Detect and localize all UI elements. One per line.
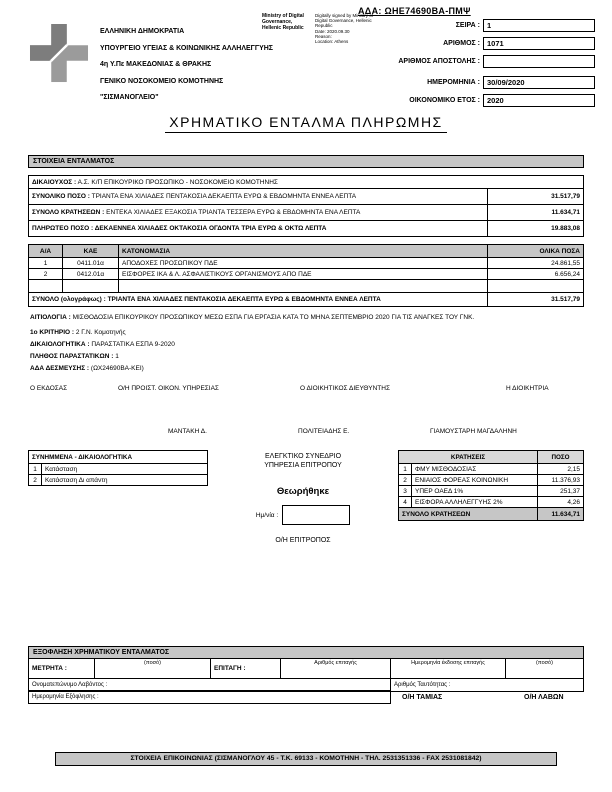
document-title [0, 114, 612, 130]
attachment-row [29, 475, 208, 486]
deductions-total-label: ΣΥΝΟΛΟ ΚΡΑΤΗΣΕΩΝ [399, 508, 538, 521]
sig-title-admin-director: Ο ΔΙΟΙΚΗΤΙΚΟΣ ΔΙΕΥΘΥΝΤΗΣ [300, 385, 390, 392]
field-imerominia-label: ΗΜΕΡΟΜΗΝΙΑ : [427, 79, 480, 86]
kae-row-amount: 24.861,55 [488, 258, 584, 269]
ada-code: ΑΔΑ: ΩΗΕ74690ΒΑ-ΠΜΨ [358, 6, 471, 16]
cash-label: ΜΕΤΡΗΤΑ : [29, 659, 95, 679]
court-title: ΕΛΕΓΚΤΙΚΟ ΣΥΝΕΔΡΙΟ [264, 453, 342, 460]
deduction-name: ΥΠΕΡ ΟΑΕΔ 1% [412, 486, 538, 497]
deductions-table [398, 450, 584, 521]
field-imerominia [338, 76, 595, 89]
kae-header-amount: ΟΛΙΚΑ ΠΟΣΑ [488, 245, 584, 258]
stamp-detail-line: Digitally signed by Ministry of [315, 13, 374, 18]
section-entalma-header: ΣΤΟΙΧΕΙΑ ΕΝΤΑΛΜΑΤΟΣ [28, 155, 584, 168]
field-oikonomiko-etos-value: 2020 [483, 94, 595, 107]
dikaiologitika-label: ΔΙΚΑΙΟΛΟΓΗΤΙΚΑ : [30, 341, 90, 348]
kae-total-amount: 31.517,79 [488, 293, 584, 307]
field-seira-label: ΣΕΙΡΑ : [455, 22, 480, 29]
cheque-label: ΕΠΙΤΑΓΗ : [211, 659, 281, 679]
ada-desmeysis-value: (ΩΧ24690ΒΑ-ΚΕΙ) [90, 365, 144, 372]
stamp-detail-line: Reason: [315, 33, 332, 39]
org-line-hospital: ΓΕΝΙΚΟ ΝΟΣΟΚΟΜΕΙΟ ΚΟΜΟΤΗΝΗΣ [100, 77, 224, 85]
deduction-name: ΕΝΙΑΙΟΣ ΦΟΡΕΑΣ ΚΟΙΝΩΝΙΚΗ [412, 475, 538, 486]
attachment-num: 2 [29, 475, 42, 486]
deduction-name: ΕΙΣΦΟΡΑ ΑΛΛΗΛΕΓΓΥΗΣ 2% [412, 497, 538, 508]
org-line-hospital-name: "ΣΙΣΜΑΝΟΓΛΕΙΟ" [100, 94, 159, 101]
kae-row-aa: 2 [29, 269, 63, 280]
field-oikonomiko-etos [338, 94, 595, 107]
cash-amount-cell: (ποσό) [95, 659, 211, 679]
sig-title-issuer: Ο ΕΚΔΟΣΑΣ [30, 385, 68, 392]
deduction-row [399, 497, 584, 508]
cross-icon [28, 22, 90, 84]
kae-empty-cell [119, 280, 488, 293]
total-amount-words-cell [29, 189, 488, 205]
attachment-text: Κατάσταση Δι απάντη [42, 475, 208, 486]
sig-title-governor: Η ΔΙΟΙΚΗΤΡΙΑ [506, 385, 549, 392]
field-seira-value: 1 [483, 19, 595, 32]
field-seira [338, 19, 595, 32]
kae-row [29, 269, 584, 280]
field-arithmos-apostolis-value [483, 55, 595, 68]
section-payment-header: ΕΞΟΦΛΗΣΗ ΧΡΗΜΑΤΙΚΟΥ ΕΝΤΑΛΜΑΤΟΣ [28, 646, 584, 659]
plithos-value: 1 [115, 353, 119, 360]
court-audit-block [212, 452, 394, 544]
org-line-republic: ΕΛΛΗΝΙΚΗ ΔΗΜΟΚΡΑΤΙΑ [100, 28, 185, 35]
amounts-table [28, 175, 584, 237]
field-arithmos-value: 1071 [483, 37, 595, 50]
attachments-title: ΣΥΝΗΜΜΕΝΑ - ΔΙΚΑΙΟΛΟΓΗΤΙΚΑ [29, 451, 208, 464]
attachments-header-row [29, 451, 208, 464]
deductions-total-row [399, 508, 584, 521]
payable-amount-label: ΠΛΗΡΩΤΕΟ ΠΟΣΟ : [32, 225, 94, 232]
sig-name-politeiadis: ΠΟΛΙΤΕΙΑΔΗΣ Ε. [298, 428, 350, 435]
kae-row-name: ΑΠΟΔΟΧΕΣ ΠΡΟΣΩΠΙΚΟΥ ΠΔΕ [119, 258, 488, 269]
recipient-name-cell: Ονοματεπώνυμο Λαβόντος : [29, 679, 391, 692]
kae-row-code: 0412.01α [63, 269, 119, 280]
kae-table [28, 244, 584, 307]
deduction-row [399, 464, 584, 475]
deduction-num: 3 [399, 486, 412, 497]
recipient-label: Ο/Η ΛΑΒΩΝ [524, 694, 564, 701]
kae-empty-cell [488, 280, 584, 293]
approval-date-row [212, 505, 394, 525]
payable-amount-value: 19.883,08 [487, 221, 583, 237]
kae-empty-cell [63, 280, 119, 293]
deductions-header-amount: ΠΟΣΟ [538, 451, 584, 464]
kae-empty-cell [29, 280, 63, 293]
sig-name-mantaki: ΜΑΝΤΑΚΗ Δ. [168, 428, 207, 435]
aitiologia-label: ΑΙΤΙΟΛΟΓΙΑ : [30, 314, 71, 321]
stamp-issuer: Ministry of Digital Governance, Hellenic Republic [262, 13, 304, 31]
approval-date-label: Ημ/νία : [255, 511, 279, 519]
kae-row-amount: 6.656,24 [488, 269, 584, 280]
org-line-ministry: ΥΠΟΥΡΓΕΙΟ ΥΓΕΙΑΣ & ΚΟΙΝΩΝΙΚΗΣ ΑΛΛΗΛΕΓΓΥΗΣ [100, 44, 274, 52]
stamp-detail-line: Digital Governance, Hellenic [315, 18, 372, 24]
kae-row-name: ΕΙΣΦΟΡΕΣ ΙΚΑ & Λ. ΑΣΦΑΛΙΣΤΙΚΟΥΣ ΟΡΓΑΝΙΣΜΟΥΣ ΑΠΟ ΠΔΕ [119, 269, 488, 280]
deductions-amount-value: 11.634,71 [487, 205, 583, 221]
field-oikonomiko-etos-label: ΟΙΚΟΝΟΜΙΚΟ ΕΤΟΣ : [409, 97, 480, 104]
attachments-table [28, 450, 208, 486]
hospital-cross-logo [28, 22, 90, 84]
deductions-header-name: ΚΡΑΤΗΣΕΙΣ [399, 451, 538, 464]
deductions-amount-row [29, 205, 584, 221]
ada-desmeysis-line [30, 363, 586, 375]
ada-desmeysis-label: ΑΔΑ ΔΕΣΜΕΥΣΗΣ : [30, 365, 90, 372]
kae-row [29, 258, 584, 269]
deduction-num: 1 [399, 464, 412, 475]
header-reference-fields [338, 19, 595, 112]
kae-total-row [29, 293, 584, 307]
field-arithmos-label: ΑΡΙΘΜΟΣ : [443, 40, 480, 47]
kae-total-words-cell [29, 293, 488, 307]
kae-empty-row [29, 280, 584, 293]
deductions-header-row [399, 451, 584, 464]
dikaiologitika-value: ΠΑΡΑΣΤΑΤΙΚΑ ΕΣΠΑ 9-2020 [91, 341, 175, 348]
beneficiary-cell [29, 176, 584, 189]
deductions-amount-label: ΣΥΝΟΛΟ ΚΡΑΤΗΣΕΩΝ : [32, 209, 105, 216]
beneficiary-value: Α.Σ. Κ/Π ΕΠΙΚΟΥΡΙΚΟ ΠΡΟΣΩΠΙΚΟ - ΝΟΣΟΚΟΜΕΙΟ ΚΟΜΟΤΗΝΗΣ [77, 178, 278, 186]
deduction-num: 2 [399, 475, 412, 486]
kritirio-line [30, 327, 586, 339]
dikaiologitika-line [30, 339, 586, 351]
attachment-num: 1 [29, 464, 42, 475]
deduction-row [399, 475, 584, 486]
kae-header-name: ΚΑΤΟΝΟΜΑΣΙΑ [119, 245, 488, 258]
id-number-cell: Αριθμός Ταυτότητας : [391, 679, 584, 692]
total-amount-value: 31.517,79 [487, 189, 583, 205]
field-imerominia-value: 30/09/2020 [483, 76, 595, 89]
cheque-date-cell: Ημερομηνία έκδοσης επιταγής [391, 659, 506, 679]
deduction-amount: 11.376,93 [538, 475, 584, 486]
stamp-detail-line: Date: 2020.09.30 [315, 28, 350, 34]
kae-header-row [29, 245, 584, 258]
total-amount-label: ΣΥΝΟΛΙΚΟ ΠΟΣΟ : [32, 193, 90, 200]
court-subtitle: ΥΠΗΡΕΣΙΑ ΕΠΙΤΡΟΠΟΥ [264, 462, 342, 469]
deduction-num: 4 [399, 497, 412, 508]
deduction-amount: 4,26 [538, 497, 584, 508]
approved-label: Θεωρήθηκε [276, 486, 330, 497]
kritirio-value: 2 Γ.Ν. Κομοτηνής [75, 329, 126, 336]
kae-total-words: ΤΡΙΑΝΤΑ ΕΝΑ ΧΙΛΙΑΔΕΣ ΠΕΝΤΑΚΟΣΙΑ ΔΕΚΑΕΠΤΑ ΕΥΡΩ & ΕΒΔΟΜΗΝΤΑ ΕΝΝΕΑ ΛΕΠΤΑ [107, 296, 381, 303]
sig-name-giamoustari: ΓΙΑΜΟΥΣΤΑΡΗ ΜΑΓΔΑΛΗΝΗ [430, 428, 517, 435]
field-arithmos [338, 37, 595, 50]
beneficiary-label: ΔΙΚΑΙΟΥΧΟΣ : [32, 178, 77, 186]
deductions-amount-words-cell [29, 205, 488, 221]
stamp-detail-line: Republic [315, 23, 333, 29]
sig-title-finance-head: Ο/Η ΠΡΟΙΣΤ. ΟΙΚΟΝ. ΥΠΗΡΕΣΙΑΣ [118, 385, 219, 392]
kae-total-label: ΣΥΝΟΛΟ (ολογράφως) : [32, 296, 106, 303]
field-arithmos-apostolis [338, 55, 595, 68]
cheque-number-cell: Αριθμός επιταγής [281, 659, 391, 679]
payoff-date-cell: Ημερομηνία Εξόφλησης : [28, 690, 391, 704]
field-arithmos-apostolis-label: ΑΡΙΘΜΟΣ ΑΠΟΣΤΟΛΗΣ : [398, 58, 480, 65]
payable-amount-row [29, 221, 584, 237]
stamp-detail-line: Location: Athens [315, 39, 349, 45]
aitiologia-text: ΜΙΣΘΟΔΟΣΙΑ ΕΠΙΚΟΥΡΙΚΟΥ ΠΡΟΣΩΠΙΚΟΥ ΜΕΣΩ ΕΣΠΑ ΓΙΑ ΕΡΓΑΣΙΑ ΚΑΤΑ ΤΟ ΜΗΝΑ ΣΕΠΤΕΜΒΡΙΟ 2020 ΓΙΑ ΤΙΣ ΑΝΑΓΚΕΣ ΤΟΥ ΓΝΚ. [72, 314, 475, 321]
payable-amount-words: ΔΕΚΑΕΝΝΕΑ ΧΙΛΙΑΔΕΣ ΟΚΤΑΚΟΣΙΑ ΟΓΔΟΝΤΑ ΤΡΙΑ ΕΥΡΩ & ΟΚΤΩ ΛΕΠΤΑ [94, 225, 327, 232]
beneficiary-row [29, 176, 584, 189]
contact-footer: ΣΤΟΙΧΕΙΑ ΕΠΙΚΟΙΝΩΝΙΑΣ (ΣΙΣΜΑΝΟΓΛΟΥ 45 - Τ.Κ. 69133 - ΚΟΜΟΤΗΝΗ - ΤΗΛ. 2531351336 - FAX 2531081842) [55, 752, 557, 766]
deductions-total-amount: 11.634,71 [538, 508, 584, 521]
cheque-amount-cell: (ποσό) [506, 659, 584, 679]
document-title-text: ΧΡΗΜΑΤΙΚΟ ΕΝΤΑΛΜΑ ΠΛΗΡΩΜΗΣ [165, 114, 446, 133]
aitiologia-line [30, 312, 586, 324]
kae-header-kae: ΚΑΕ [63, 245, 119, 258]
payment-method-row [29, 659, 584, 679]
payment-table [28, 658, 584, 692]
total-amount-words: ΤΡΙΑΝΤΑ ΕΝΑ ΧΙΛΙΑΔΕΣ ΠΕΝΤΑΚΟΣΙΑ ΔΕΚΑΕΠΤΑ ΕΥΡΩ & ΕΒΔΟΜΗΝΤΑ ΕΝΝΕΑ ΛΕΠΤΑ [91, 193, 357, 200]
deduction-name: ΦΜΥ ΜΙΣΘΟΔΟΣΙΑΣ [412, 464, 538, 475]
details-block [30, 312, 586, 375]
commissioner-label: Ο/Η ΕΠΙΤΡΟΠΟΣ [275, 537, 331, 544]
plithos-line [30, 351, 586, 363]
deduction-amount: 2,15 [538, 464, 584, 475]
attachment-row [29, 464, 208, 475]
total-amount-row [29, 189, 584, 205]
attachment-text: Κατάσταση [42, 464, 208, 475]
kae-row-aa: 1 [29, 258, 63, 269]
plithos-label: ΠΛΗΘΟΣ ΠΑΡΑΣΤΑΤΙΚΩΝ : [30, 353, 114, 360]
kae-header-aa: Α/Α [29, 245, 63, 258]
approval-date-box [282, 505, 350, 525]
deduction-row [399, 486, 584, 497]
payable-amount-words-cell [29, 221, 488, 237]
org-line-region: 4η Υ.Πε ΜΑΚΕΔΟΝΙΑΣ & ΘΡΑΚΗΣ [100, 61, 212, 68]
deductions-amount-words: ΕΝΤΕΚΑ ΧΙΛΙΑΔΕΣ ΕΞΑΚΟΣΙΑ ΤΡΙΑΝΤΑ ΤΕΣΣΕΡΑ ΕΥΡΩ & ΕΒΔΟΜΗΝΤΑ ΕΝΑ ΛΕΠΤΑ [106, 209, 361, 216]
kae-row-code: 0411.01α [63, 258, 119, 269]
deduction-amount: 251,37 [538, 486, 584, 497]
kritirio-label: 1ο ΚΡΙΤΗΡΙΟ : [30, 329, 75, 336]
cashier-label: Ο/Η ΤΑΜΙΑΣ [402, 694, 443, 701]
